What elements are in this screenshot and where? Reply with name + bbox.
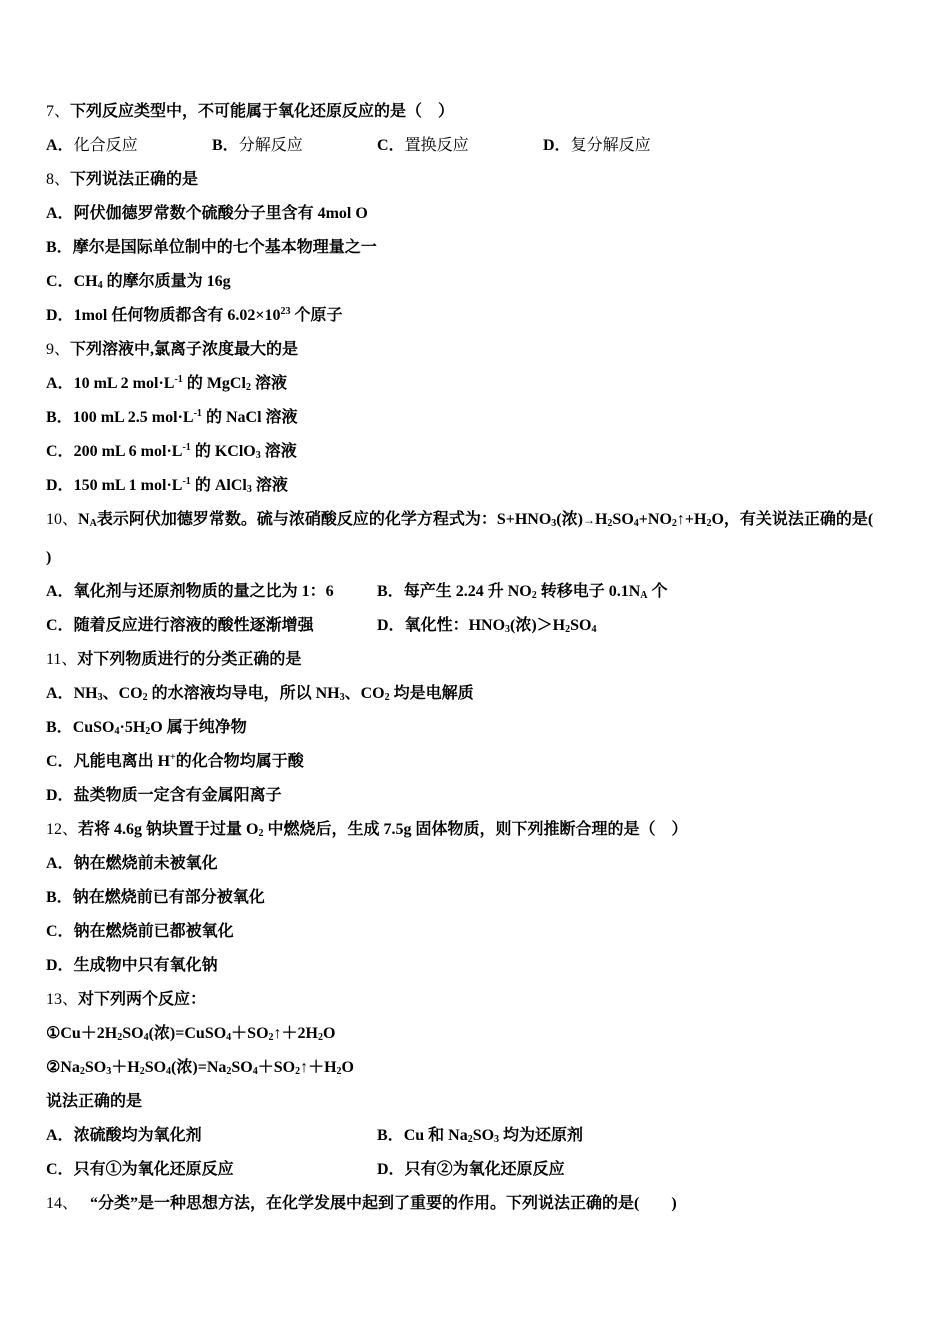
- option-text: 的摩尔质量为 16g: [102, 273, 231, 290]
- question-12-option-d[interactable]: [46, 956, 218, 976]
- option-label: C．: [46, 753, 74, 770]
- question-text: 下列溶液中,氯离子浓度最大的是: [70, 341, 299, 358]
- option-text: 每产生 2.24 升 $NO_2$ 转移电子 $0.1N_A$ 个: [403, 583, 668, 601]
- formula-text: KClO: [214, 443, 256, 460]
- question-text: 表示阿伏加德罗常数。硫与浓硝酸反应的化学方程式为：: [96, 511, 497, 528]
- option-text: 的: [190, 477, 215, 494]
- formula-text: CH: [73, 273, 98, 290]
- option-text: 复分解反应: [570, 137, 651, 154]
- question-number: 9、: [46, 341, 71, 358]
- option-label: C．: [46, 923, 74, 940]
- option-text: 浓硫酸均为氧化剂: [73, 1127, 202, 1144]
- option-text: 摩尔是国际单位制中的七个基本物理量之一: [72, 239, 377, 256]
- option-text: 只有②为氧化还原反应: [404, 1161, 565, 1178]
- question-7-option-c[interactable]: [377, 136, 469, 156]
- chemical-equation: $①Cu+2H_2SO_4$(浓)$=CuSO_4+SO_2↑+2H_2O$: [46, 1025, 336, 1043]
- option-label: A．: [46, 583, 74, 600]
- question-number: 11、: [46, 651, 78, 668]
- chemical-equation: $S+HNO_3$(浓)$\to H_2SO_4+NO_2↑+H_2O$: [496, 511, 724, 529]
- question-text: 下列说法正确的是: [70, 171, 199, 188]
- question-13-stem: [46, 990, 206, 1010]
- option-label: A．: [46, 1127, 74, 1144]
- question-text: 说法正确的是: [46, 1093, 143, 1110]
- option-text: 100 mL 2.5 mol·L: [72, 409, 194, 426]
- option-label: D．: [377, 617, 405, 634]
- question-10-option-a[interactable]: [46, 582, 334, 602]
- option-text: 溶液: [250, 375, 287, 392]
- question-7-stem: [46, 102, 454, 122]
- question-8-option-b[interactable]: [46, 238, 377, 258]
- option-text: 生成物中只有氧化钠: [73, 957, 218, 974]
- option-text: 钠在燃烧前未被氧化: [73, 855, 218, 872]
- question-10-stem: [46, 510, 873, 530]
- option-label: D．: [46, 787, 74, 804]
- option-text: Cu 和 $Na_2SO_3$ 均为还原剂: [403, 1127, 584, 1145]
- chemical-equation: $②Na_2SO_3+H_2SO_4$(浓)$=Na_2SO_4+SO_2↑+H_2O$: [46, 1059, 354, 1077]
- question-12-option-a[interactable]: [46, 854, 218, 874]
- option-text: 钠在燃烧前已都被氧化: [73, 923, 234, 940]
- option-label: A．: [46, 685, 74, 702]
- option-text: 200 mL 6 mol·L: [73, 443, 183, 460]
- question-8-stem: [46, 170, 198, 190]
- question-11-stem: [46, 650, 301, 670]
- option-text: $CuSO_4\cdot 5H_2O$ 属于纯净物: [72, 719, 247, 737]
- question-text: “分类”是一种思想方法，在化学发展中起到了重要的作用。下列说法正确的是( ): [90, 1195, 677, 1212]
- option-label: B．: [377, 1127, 404, 1144]
- option-label: A．: [46, 375, 74, 392]
- superscript: -1: [174, 374, 183, 385]
- question-9-option-d[interactable]: [46, 476, 288, 496]
- question-10-stem-close: [46, 548, 51, 568]
- option-label: D．: [46, 477, 74, 494]
- subscript: 3: [255, 450, 261, 461]
- option-text: 的: [201, 409, 226, 426]
- subscript: A: [89, 518, 97, 529]
- formula-text: MgCl: [206, 375, 246, 392]
- question-11-option-d[interactable]: [46, 786, 282, 806]
- question-text: 下列反应类型中，不可能属于氧化还原反应的是（ ）: [70, 103, 455, 120]
- option-text: 凡能电离出 H+的化合物均属于酸: [73, 752, 304, 770]
- option-text: 分解反应: [238, 137, 303, 154]
- question-9-option-a[interactable]: [46, 374, 287, 394]
- option-text: 钠在燃烧前已有部分被氧化: [72, 889, 265, 906]
- option-text: 个原子: [290, 307, 343, 324]
- superscript: -1: [182, 476, 191, 487]
- option-text: 盐类物质一定含有金属阳离子: [73, 787, 282, 804]
- option-label: B．: [46, 409, 73, 426]
- question-number: 13、: [46, 991, 79, 1008]
- option-label: B．: [377, 583, 404, 600]
- closing-paren: ): [46, 549, 52, 566]
- option-text: 溶液: [251, 477, 288, 494]
- question-13-option-c[interactable]: [46, 1160, 234, 1180]
- option-label: B．: [46, 719, 73, 736]
- option-label: B．: [212, 137, 239, 154]
- question-text: 对下列两个反应：: [78, 991, 207, 1008]
- option-label: D．: [377, 1161, 405, 1178]
- option-text: 10 mL 2 mol·L: [73, 375, 175, 392]
- option-text: 溶液: [260, 443, 297, 460]
- question-13-reaction-1: [46, 1024, 335, 1044]
- question-7-option-a[interactable]: [46, 136, 138, 156]
- question-text: ，有关说法正确的是(: [723, 511, 874, 528]
- question-10-option-b[interactable]: [377, 582, 668, 602]
- option-text: 置换反应: [404, 137, 469, 154]
- question-9-option-c[interactable]: [46, 442, 297, 462]
- option-text: 150 mL 1 mol·L: [73, 477, 183, 494]
- option-label: B．: [46, 239, 73, 256]
- question-text: 若将 4.6g 钠块置于过量 $O_2$ 中燃烧后，生成 7.5g 固体物质，则下列推断合理的是（ ）: [78, 821, 688, 839]
- option-text: 氧化剂与还原剂物质的量之比为 1：6: [73, 583, 334, 600]
- option-label: C．: [46, 617, 74, 634]
- question-12-stem: [46, 820, 687, 840]
- option-text: 的: [190, 443, 215, 460]
- question-13-option-a[interactable]: [46, 1126, 202, 1146]
- question-8-option-d[interactable]: [46, 306, 342, 326]
- option-text: 随着反应进行溶液的酸性逐渐增强: [73, 617, 314, 634]
- question-text: 对下列物质进行的分类正确的是: [77, 651, 302, 668]
- question-11-option-b[interactable]: [46, 718, 247, 738]
- question-11-option-a[interactable]: [46, 684, 474, 704]
- question-13-option-d[interactable]: [377, 1160, 565, 1180]
- option-text: 1mol 任何物质都含有 6.02×10: [73, 307, 281, 324]
- question-10-option-d[interactable]: [377, 616, 596, 636]
- option-text: 只有①为氧化还原反应: [73, 1161, 234, 1178]
- subscript: 4: [97, 280, 103, 291]
- question-number: 12、: [46, 821, 79, 838]
- option-label: D．: [46, 957, 74, 974]
- option-label: A．: [46, 137, 74, 154]
- option-label: D．: [543, 137, 571, 154]
- subscript: 3: [246, 484, 252, 495]
- option-label: C．: [46, 443, 74, 460]
- option-label: C．: [46, 1161, 74, 1178]
- option-text: 溶液: [261, 409, 298, 426]
- constant-symbol: N: [78, 511, 90, 528]
- question-13-reaction-2: [46, 1058, 354, 1078]
- option-label: C．: [46, 273, 74, 290]
- question-number: 8、: [46, 171, 71, 188]
- option-text: $NH_3$、$CO_2$ 的水溶液均导电，所以 $NH_3$、$CO_2$ 均是电解质: [73, 685, 474, 703]
- question-13-option-b[interactable]: [377, 1126, 583, 1146]
- option-text: 化合反应: [73, 137, 138, 154]
- option-text: 氧化性：$HNO_3$(浓)$>H_2SO_4$: [404, 617, 597, 635]
- superscript: -1: [193, 408, 202, 419]
- question-7-option-b[interactable]: [212, 136, 303, 156]
- question-10-option-c[interactable]: [46, 616, 314, 636]
- question-13-prompt: [46, 1092, 142, 1112]
- superscript: -1: [182, 442, 191, 453]
- formula-text: AlCl: [214, 477, 247, 494]
- question-12-option-b[interactable]: [46, 888, 265, 908]
- question-12-option-c[interactable]: [46, 922, 234, 942]
- option-label: A．: [46, 855, 74, 872]
- question-number: 14、: [46, 1195, 79, 1212]
- question-11-option-c[interactable]: [46, 752, 304, 772]
- question-8-option-c[interactable]: [46, 272, 231, 292]
- option-text: 阿伏伽德罗常数个硫酸分子里含有 4mol O: [73, 205, 368, 222]
- question-number: 10、: [46, 511, 79, 528]
- question-number: 7、: [46, 103, 71, 120]
- option-label: C．: [377, 137, 405, 154]
- question-7-option-d[interactable]: [543, 136, 651, 156]
- subscript: 2: [245, 382, 251, 393]
- superscript: 23: [280, 306, 291, 317]
- question-8-option-a[interactable]: [46, 204, 368, 224]
- question-9-stem: [46, 340, 298, 360]
- formula-text: NaCl: [225, 409, 262, 426]
- option-text: 的: [182, 375, 207, 392]
- option-label: B．: [46, 889, 73, 906]
- option-label: A．: [46, 205, 74, 222]
- question-14-stem: [46, 1194, 677, 1214]
- option-label: D．: [46, 307, 74, 324]
- question-9-option-b[interactable]: [46, 408, 298, 428]
